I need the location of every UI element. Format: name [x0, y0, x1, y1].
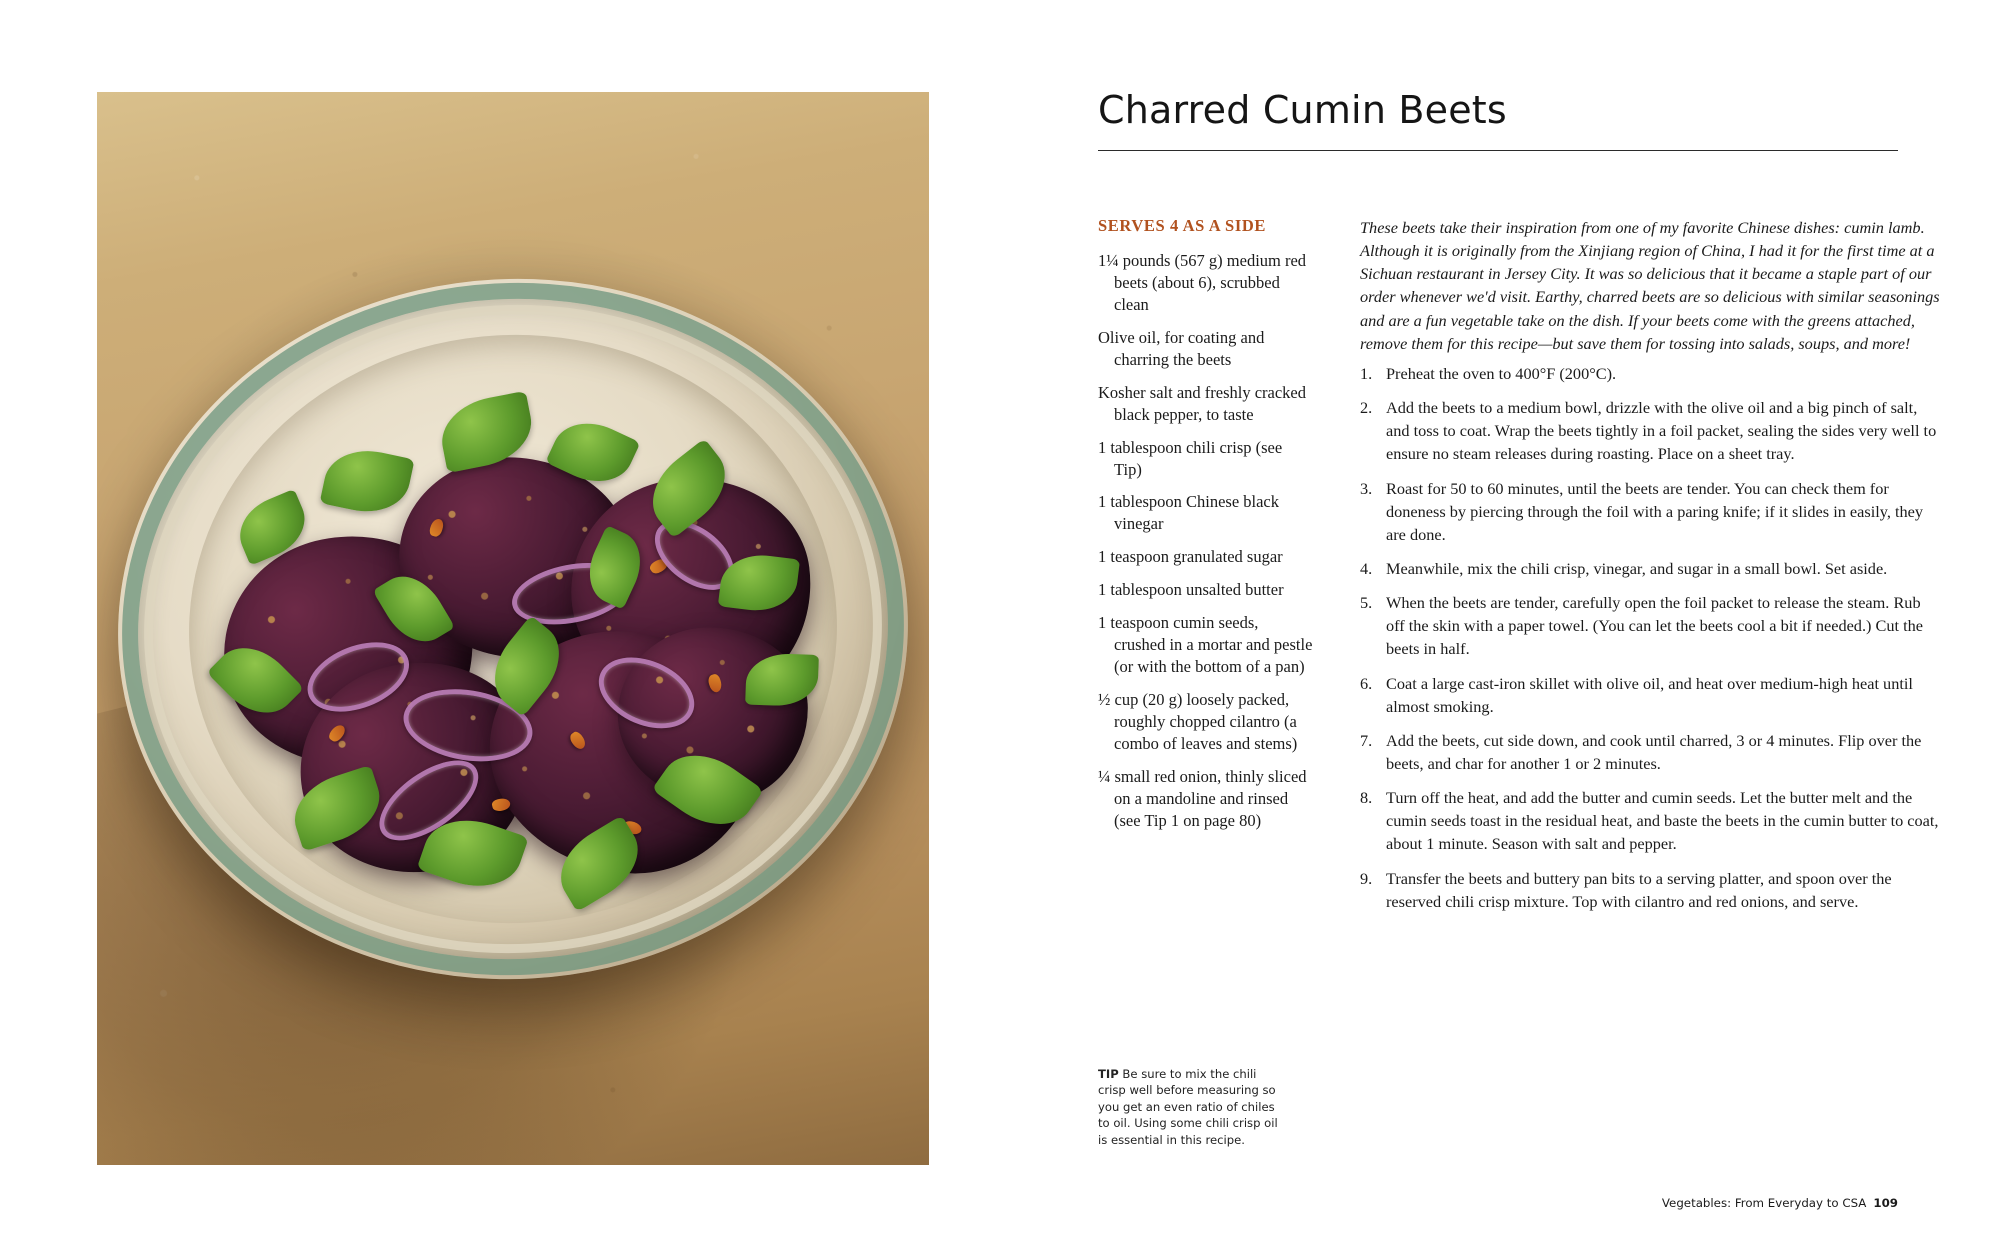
ingredient-text-cont: (or with the bottom of a pan): [1114, 657, 1305, 677]
step-number: 1.: [1360, 364, 1373, 383]
recipe-photo: [97, 92, 929, 1165]
instruction-step: [1360, 729, 1940, 775]
title-divider: [1098, 150, 1898, 151]
ingredient-text-cont: black pepper, to taste: [1114, 404, 1254, 424]
ingredient-list: [1098, 250, 1320, 832]
step-text: Add the beets, cut side down, and cook until charred, 3 or 4 minutes. Flip over the beets, and char for another 1 or 2 minutes.: [1386, 730, 1922, 773]
instruction-step: [1360, 591, 1940, 660]
cilantro-leaf: [320, 442, 415, 520]
ingredient-text: Kosher salt and freshly cracked: [1098, 382, 1306, 402]
ingredients-column: [1098, 216, 1320, 843]
instruction-step: [1360, 477, 1940, 546]
step-number: 9.: [1360, 868, 1373, 888]
page-footer: [1098, 1196, 1898, 1210]
ingredient-item: [1098, 546, 1320, 568]
ingredient-text: ¼ small red onion, thinly sliced: [1098, 766, 1307, 786]
step-text: Add the beets to a medium bowl, drizzle with the olive oil and a big pinch of salt, and toss to coat. Wrap the beets tightly in a foil packet, sealing the sides very well to ensure no steam releases during roasting. Place on a sheet tray.: [1386, 398, 1937, 464]
step-text: Transfer the beets and buttery pan bits to a serving platter, and spoon over the reserved chili crisp mixture. Top with cilantro and red onions, and serve.: [1386, 868, 1892, 911]
ingredient-text-cont: vinegar: [1114, 514, 1164, 534]
ingredient-text: 1 tablespoon chili crisp (see: [1098, 437, 1283, 457]
step-number: 2.: [1360, 398, 1373, 418]
ingredient-text: 1 tablespoon Chinese black: [1098, 492, 1280, 512]
step-text: Meanwhile, mix the chili crisp, vinegar, and sugar in a small bowl. Set aside.: [1386, 558, 1888, 578]
step-text: When the beets are tender, carefully open the foil packet to release the steam. Rub off the skin with a paper towel. (You can let the beets cool a bit if needed.) Cut the beets in half.: [1386, 593, 1923, 659]
instruction-list: [1360, 362, 1940, 924]
step-number: 7.: [1360, 730, 1373, 750]
ingredient-item: [1098, 766, 1320, 832]
ingredient-text-cont: clean: [1114, 294, 1149, 314]
ingredient-text: ½ cup (20 g) loosely packed,: [1098, 690, 1290, 709]
instruction-step: [1360, 396, 1940, 465]
instruction-step: [1360, 557, 1940, 580]
recipe-content: [1098, 0, 1940, 1251]
ingredient-item: [1098, 437, 1320, 481]
ingredient-text-cont: combo of leaves and stems): [1114, 733, 1298, 753]
step-text: Preheat the oven to 400°F (200°C).: [1386, 364, 1617, 383]
page-number: 109: [1873, 1196, 1898, 1210]
ingredient-text: 1 teaspoon granulated sugar: [1098, 547, 1283, 567]
ingredient-item: [1098, 250, 1320, 316]
ingredient-text-cont: roughly chopped cilantro (a: [1114, 711, 1297, 731]
ingredient-item: [1098, 612, 1320, 678]
ingredient-item: [1098, 327, 1320, 371]
running-head: Vegetables: From Everyday to CSA: [1661, 1196, 1867, 1210]
ingredient-text-cont: Tip): [1114, 459, 1142, 479]
ingredient-text-cont: charring the beets: [1114, 349, 1232, 369]
instruction-step: [1360, 867, 1940, 913]
recipe-tip: [1098, 1066, 1284, 1148]
ingredient-text: 1 teaspoon cumin seeds,: [1098, 613, 1259, 633]
step-number: 3.: [1360, 478, 1373, 498]
step-number: 6.: [1360, 673, 1373, 693]
recipe-headnote: These beets take their inspiration from one of my favorite Chinese dishes: cumin lamb. Although it is originally from the Xinjiang region of China, I had it for the first time at a Sichuan restaurant in Jersey City. It was so delicious that it became a staple part of our order whenever we'd visit. Earthy, charred beets are so delicious with similar seasonings and are a fun vegetable take on the dish. If your beets come with the greens attached, remove them for this recipe—but save them for tossing into salads, soups, and more!: [1360, 218, 1940, 353]
tip-label: TIP: [1098, 1067, 1119, 1081]
step-text: Roast for 50 to 60 minutes, until the beets are tender. You can check them for doneness by piercing through the foil with a paring knife; if it slides in easily, they are done.: [1386, 478, 1924, 544]
step-text: Coat a large cast-iron skillet with olive oil, and heat over medium-high heat until almost smoking.: [1386, 673, 1913, 716]
step-number: 8.: [1360, 788, 1373, 808]
ingredient-text: 1¼ pounds (567 g) medium red: [1098, 251, 1307, 270]
ingredient-item: [1098, 579, 1320, 601]
step-number: 4.: [1360, 558, 1373, 578]
tip-text: Be sure to mix the chili crisp well before measuring so you get an even ratio of chiles to oil. Using some chili crisp oil is essential in this recipe.: [1098, 1067, 1278, 1147]
ingredient-text-cont: (see Tip 1 on page 80): [1114, 810, 1262, 830]
ingredient-text-cont: on a mandoline and rinsed: [1114, 788, 1289, 808]
ingredient-text-cont: beets (about 6), scrubbed: [1114, 272, 1280, 292]
ingredient-text: 1 tablespoon unsalted butter: [1098, 580, 1284, 600]
ingredient-item: [1098, 491, 1320, 535]
ingredient-item: [1098, 689, 1320, 755]
recipe-title: Charred Cumin Beets: [1098, 88, 1507, 132]
instruction-step: [1360, 362, 1940, 385]
ingredient-item: [1098, 382, 1320, 426]
step-text: Turn off the heat, and add the butter and cumin seeds. Let the butter melt and the cumin seeds toast in the residual heat, and baste the beets in the cumin butter to coat, about 1 minute. Season with salt and pepper.: [1386, 788, 1939, 854]
serves-label: SERVES 4 AS A SIDE: [1098, 216, 1266, 235]
instruction-step: [1360, 672, 1940, 718]
photo-background: [97, 92, 929, 1165]
ingredient-text-cont: crushed in a mortar and pestle: [1114, 635, 1313, 655]
ingredient-text: Olive oil, for coating and: [1098, 327, 1265, 347]
beet-pile: [168, 320, 856, 914]
step-number: 5.: [1360, 593, 1373, 613]
instruction-step: [1360, 786, 1940, 855]
